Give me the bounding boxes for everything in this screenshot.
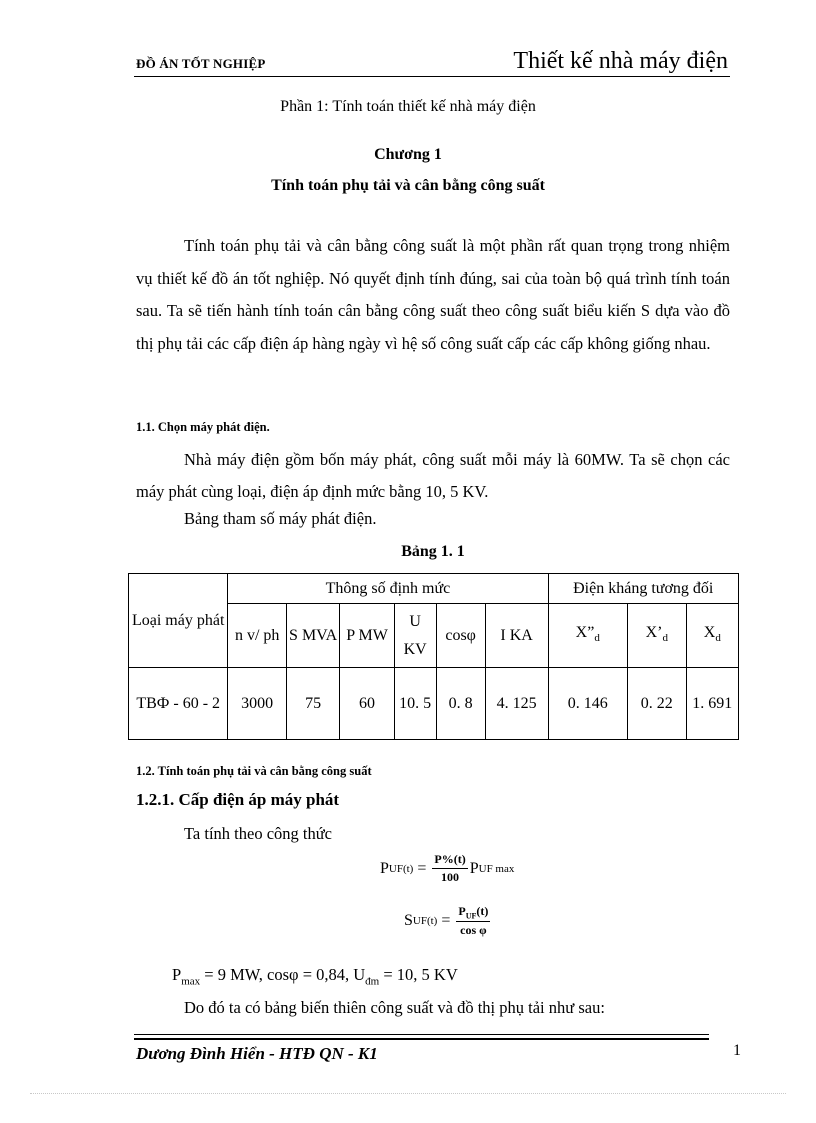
header-left: ĐỒ ÁN TỐT NGHIỆP bbox=[136, 56, 266, 71]
col-n-header: n v/ ph bbox=[228, 604, 287, 668]
part-title: Phần 1: Tính toán thiết kế nhà máy điện bbox=[280, 98, 536, 115]
page-edge-divider bbox=[30, 1093, 786, 1094]
col-x-header: $X_d$ bbox=[686, 604, 738, 668]
col-s-header: S MVA bbox=[286, 604, 339, 668]
cell-n: 3000 bbox=[228, 668, 287, 740]
section-1-1-paragraph: Nhà máy điện gồm bốn máy phát, công suất mỗi máy là 60MW. Ta sẽ chọn các máy phát cùng loại, điện áp định mức bằng 10, 5 KV. bbox=[136, 450, 730, 501]
header-right: Thiết kế nhà máy điện bbox=[513, 48, 728, 74]
cell-s: 75 bbox=[286, 668, 339, 740]
table-intro: Bảng tham số máy phát điện. bbox=[184, 509, 377, 528]
footer-rule bbox=[134, 1038, 709, 1040]
table-caption: Bảng 1. 1 bbox=[401, 543, 465, 560]
footer-rule bbox=[134, 1034, 709, 1035]
formula-s-uf: S UF(t) = $\frac{P_{UF}(t)}{\text{cos φ}}$ bbox=[404, 904, 489, 938]
formula-intro: Ta tính theo công thức bbox=[184, 824, 333, 843]
page-number: 1 bbox=[733, 1042, 741, 1059]
col-type-header: Loại máy phát bbox=[129, 574, 228, 668]
col-i-header: I KA bbox=[485, 604, 548, 668]
cell-type: TBФ - 60 - 2 bbox=[129, 668, 228, 740]
chapter-title: Tính toán phụ tải và cân bằng công suất bbox=[271, 177, 545, 194]
col-u-header: U KV bbox=[394, 604, 436, 668]
group-rated-header: Thông số định mức bbox=[228, 574, 548, 604]
cell-xd: 0. 22 bbox=[628, 668, 687, 740]
cell-p: 60 bbox=[340, 668, 394, 740]
formula-p-uf: P UF(t) = $\frac{P\%(t)}{100}$ P UF max bbox=[380, 852, 515, 884]
footer-author: Dương Đình Hiển - HTĐ QN - K1 bbox=[136, 1044, 378, 1063]
generator-table bbox=[128, 573, 739, 740]
cell-x: 1. 691 bbox=[686, 668, 738, 740]
cell-i: 4. 125 bbox=[485, 668, 548, 740]
col-xd-header: $X’_d$ bbox=[628, 604, 687, 668]
chapter-number: Chương 1 bbox=[374, 146, 442, 163]
col-xdd-header: $X”_d$ bbox=[548, 604, 628, 668]
section-1-2-1-heading: 1.2.1. Cấp điện áp máy phát bbox=[136, 790, 340, 809]
col-cos-header: cosφ bbox=[436, 604, 485, 668]
section-1-1-heading: 1.1. Chọn máy phát điện. bbox=[136, 420, 270, 434]
conclusion-paragraph: Do đó ta có bảng biến thiên công suất và đồ thị phụ tải như sau: bbox=[184, 998, 605, 1017]
intro-paragraph: Tính toán phụ tải và cân bằng công suất là một phần rất quan trọng trong nhiệm vụ thiết kế đồ án tốt nghiệp. Nó quyết định tính đúng, sai của toàn bộ quá trình tính toán sau. Ta sẽ tiến hành tính toán cân bằng công suất theo công suất biểu kiến S dựa vào đồ thị phụ tải các cấp điện áp hàng ngày vì hệ số công suất cấp các cấp không giống nhau. bbox=[136, 236, 730, 353]
cell-u: 10. 5 bbox=[394, 668, 436, 740]
fraction: $\frac{P\%(t)}{100}$ bbox=[434, 852, 466, 884]
parameters-line: $P_{max} = 9$ MW, cosφ = 0,84, $U_{đm} = 10$, 5 KV bbox=[172, 965, 458, 988]
cell-xdd: 0. 146 bbox=[548, 668, 628, 740]
cell-cos: 0. 8 bbox=[436, 668, 485, 740]
fraction: $\frac{P_{UF}(t)}{\text{cos φ}}$ bbox=[458, 904, 489, 938]
header-rule bbox=[134, 76, 730, 77]
group-reactance-header: Điện kháng tương đối bbox=[548, 574, 739, 604]
col-p-header: P MW bbox=[340, 604, 394, 668]
section-1-2-heading: 1.2. Tính toán phụ tải và cân bằng công suất bbox=[136, 764, 372, 778]
table-row bbox=[129, 668, 739, 740]
